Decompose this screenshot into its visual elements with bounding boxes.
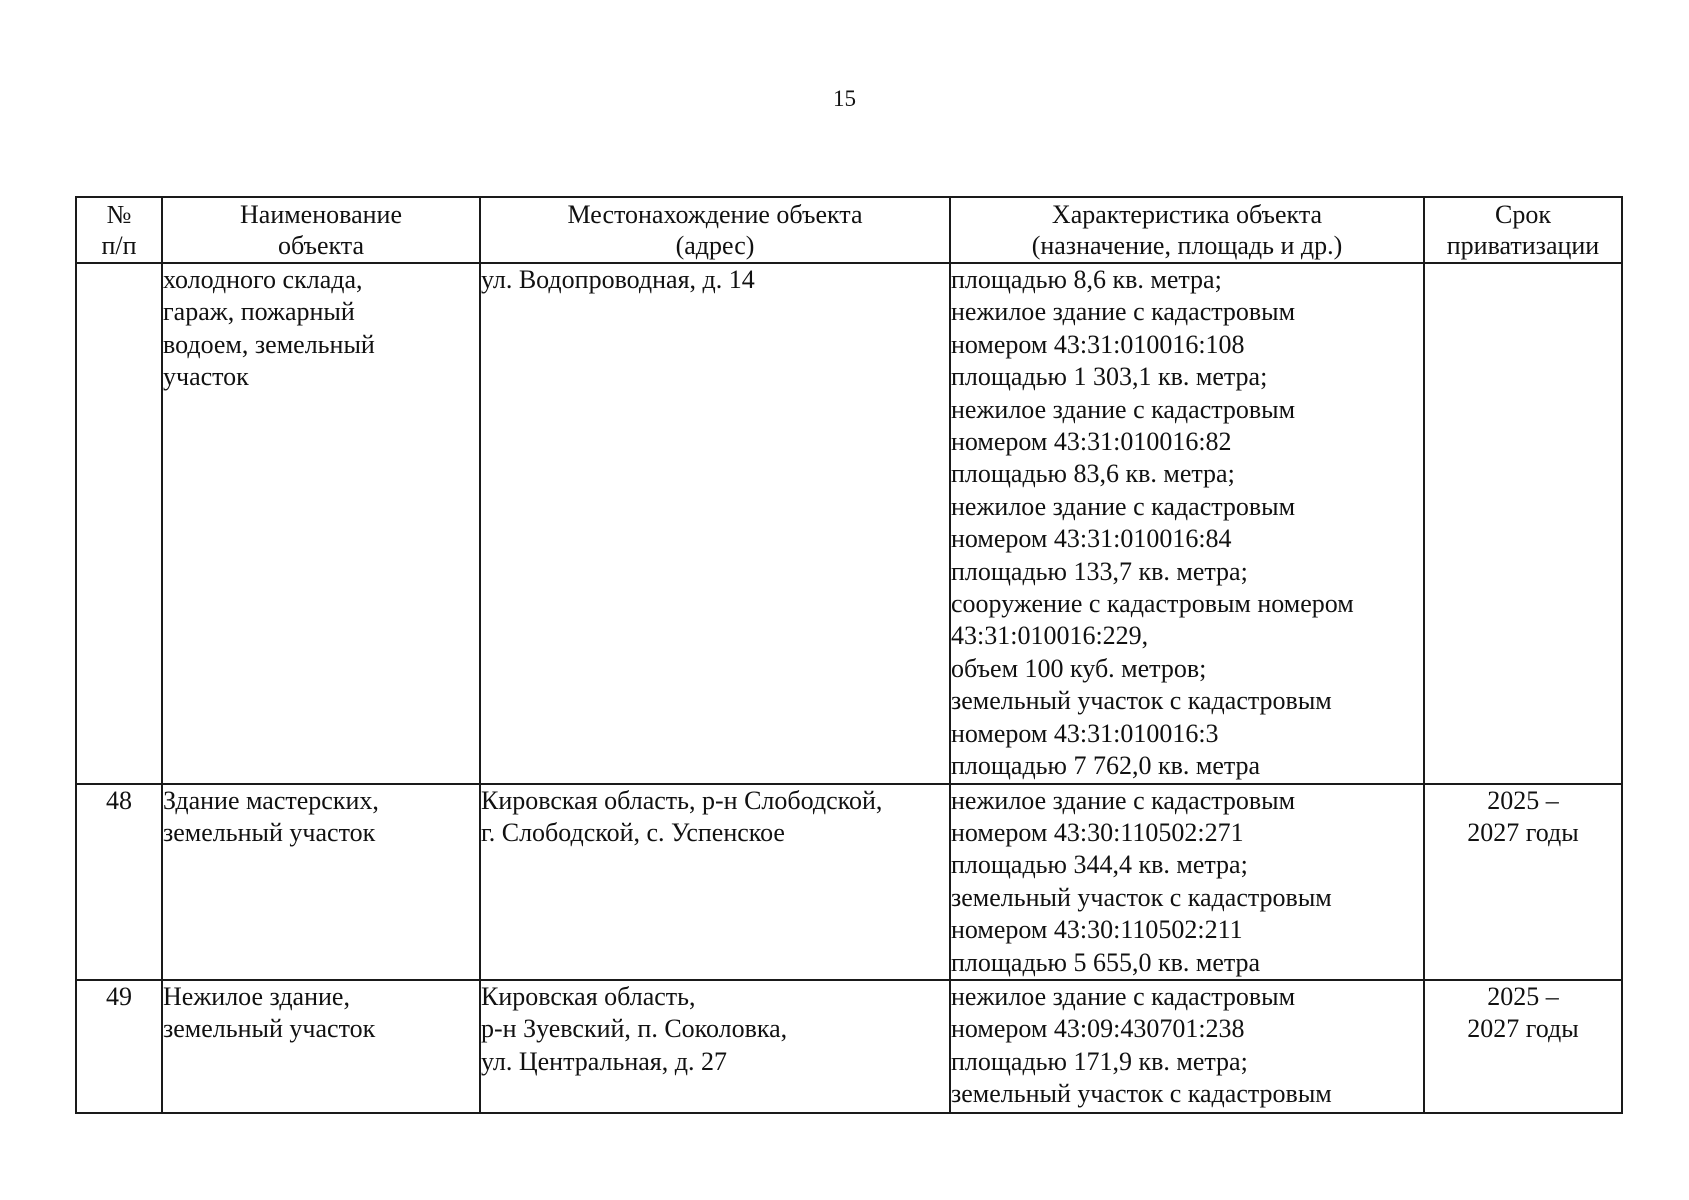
header-line: п/п [101, 231, 137, 260]
cell-line: площадью 133,7 кв. метра; [951, 556, 1248, 586]
cell-line: участок [163, 362, 249, 392]
cell-line: нежилое здание с кадастровым [951, 491, 1296, 521]
header-line: Местонахождение объекта [567, 200, 863, 229]
cell-line: холодного склада, [163, 265, 363, 294]
cell-line: гараж, пожарный [163, 297, 355, 327]
cell-privatization-term [1424, 263, 1622, 784]
cell-line: ул. Водопроводная, д. 14 [481, 265, 755, 294]
cell-line: номером 43:30:110502:271 [951, 817, 1244, 847]
cell-line: Здание мастерских, [163, 785, 379, 815]
cell-line: площадью 171,9 кв. метра; [951, 1046, 1248, 1076]
header-line: объекта [277, 231, 365, 260]
header-address [480, 197, 950, 263]
privatization-table [75, 196, 1623, 1114]
cell-line: 2027 годы [1467, 817, 1579, 847]
cell-line: 2025 – [1487, 785, 1559, 815]
cell-line: объем 100 куб. метров; [951, 653, 1207, 683]
cell-name [162, 980, 480, 1113]
cell-line: номером 43:31:010016:108 [951, 329, 1245, 359]
cell-address [480, 980, 950, 1113]
cell-address [480, 263, 950, 784]
cell-line: площадью 1 303,1 кв. метра; [951, 362, 1268, 392]
header-number [76, 197, 162, 263]
cell-number [76, 263, 162, 784]
table-row [76, 980, 1622, 1113]
table-row [76, 263, 1622, 784]
cell-line: земельный участок [163, 1014, 376, 1044]
header-line: приватизации [1446, 231, 1600, 260]
cell-line: сооружение с кадастровым номером [951, 589, 1354, 619]
header-line: № [106, 200, 132, 229]
header-privatization-term [1424, 197, 1622, 263]
cell-number: 48 [76, 784, 162, 980]
cell-line: номером 43:30:110502:211 [951, 915, 1243, 945]
header-line: Наименование [240, 200, 402, 229]
cell-line: 43:31:010016:229, [951, 621, 1149, 651]
cell-characteristics [950, 263, 1424, 784]
cell-line: площадью 8,6 кв. метра; [951, 265, 1222, 294]
header-line: Срок [1495, 200, 1551, 229]
cell-name [162, 263, 480, 784]
cell-line: ул. Центральная, д. 27 [481, 1046, 727, 1076]
cell-line: номером 43:09:430701:238 [951, 1014, 1245, 1044]
cell-line: площадью 344,4 кв. метра; [951, 850, 1248, 880]
cell-line: площадью 83,6 кв. метра; [951, 459, 1235, 489]
cell-line: площадью 5 655,0 кв. метра [951, 947, 1261, 977]
cell-line: Кировская область, [481, 981, 696, 1011]
cell-line: нежилое здание с кадастровым [951, 394, 1296, 424]
cell-line: р-н Зуевский, п. Соколовка, [481, 1014, 788, 1044]
cell-line: 2027 годы [1467, 1014, 1579, 1044]
cell-address [480, 784, 950, 980]
header-name [162, 197, 480, 263]
cell-line: Нежилое здание, [163, 981, 350, 1011]
cell-line: номером 43:31:010016:84 [951, 524, 1232, 554]
cell-line: номером 43:31:010016:82 [951, 427, 1232, 457]
cell-privatization-term [1424, 784, 1622, 980]
cell-line: г. Слободской, с. Успенское [481, 817, 785, 847]
cell-line: площадью 7 762,0 кв. метра [951, 751, 1261, 781]
header-line: Характеристика объекта [1051, 200, 1323, 229]
cell-name [162, 784, 480, 980]
table-row [76, 784, 1622, 980]
cell-line: земельный участок с кадастровым [951, 1079, 1332, 1109]
header-characteristics [950, 197, 1424, 263]
cell-line: земельный участок с кадастровым [951, 882, 1332, 912]
cell-characteristics [950, 980, 1424, 1113]
cell-characteristics [950, 784, 1424, 980]
cell-line: нежилое здание с кадастровым [951, 785, 1296, 815]
cell-number: 49 [76, 980, 162, 1113]
cell-line: земельный участок [163, 817, 376, 847]
page-number: 15 [833, 86, 856, 111]
cell-privatization-term [1424, 980, 1622, 1113]
header-line: (адрес) [675, 231, 755, 260]
cell-line: Кировская область, р-н Слободской, [481, 785, 883, 815]
cell-line: нежилое здание с кадастровым [951, 981, 1296, 1011]
cell-line: земельный участок с кадастровым [951, 686, 1332, 716]
cell-line: нежилое здание с кадастровым [951, 297, 1296, 327]
cell-line: водоем, земельный [163, 329, 375, 359]
cell-line: 2025 – [1487, 981, 1559, 1011]
cell-line: номером 43:31:010016:3 [951, 718, 1219, 748]
table-header-row [76, 197, 1622, 263]
header-line: (назначение, площадь и др.) [1031, 231, 1343, 260]
